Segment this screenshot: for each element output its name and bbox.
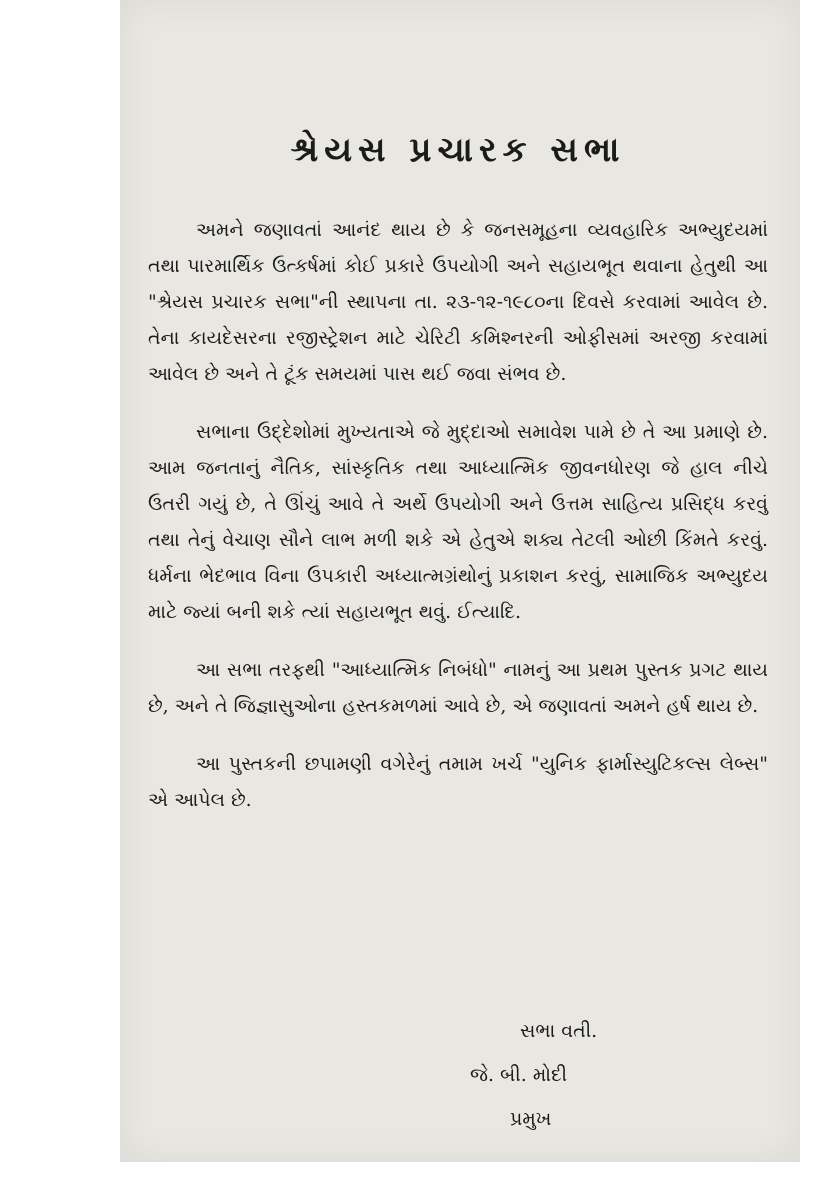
paragraph-sponsor: આ પુસ્તકની છપામણી વગેરેનું તમામ ખર્ચ "યુનિક ફાર્માસ્યુટિકલ્સ લેબ્સ" એ આપેલ છે. (148, 753, 768, 811)
paragraph-publication: આ સભા તરફથી "આધ્યાત્મિક નિબંધો" નામનું આ પ્રથમ પુસ્તક પ્રગટ થાય છે, અને તે જિજ્ઞાસુઓના હસ્તકમળમાં આવે છે, એ જણાવતાં અમને હર્ષ થાય છે. (148, 659, 768, 717)
signature-block (470, 1020, 670, 1140)
document-body (148, 128, 768, 840)
paragraph-intro: અમને જણાવતાં આનંદ થાય છે કે જનસમૂહના વ્યવહારિક અભ્યુદયમાં તથા પારમાર્થિક ઉત્કર્ષમાં કોઈ પ્રકારે ઉપયોગી અને સહાયભૂત થવાના હેતુથી આ "શ્રેયસ પ્રચારક સભા"ની સ્થાપના તા. ૨૩-૧૨-૧૯૮૦ના દિવસે કરવામાં આવેલ છે. તેના કાયદેસરના રજીસ્ટ્રેશન માટે ચેરિટી કમિશ્નરની ઓફીસમાં અરજી કરવામાં આવેલ છે અને તે ટૂંક સમયમાં પાસ થઈ જવા સંભવ છે. (148, 219, 768, 385)
page-title: શ્રેયસ પ્રચારક સભા (290, 130, 626, 170)
paragraph-objectives: સભાના ઉદ્દેશોમાં મુખ્યતાએ જે મુદ્દાઓ સમાવેશ પામે છે તે આ પ્રમાણે છે. આમ જનતાનું નૈતિક, સાંસ્કૃતિક તથા આધ્યાત્મિક જીવનધોરણ જે હાલ નીચે ઉતરી ગયું છે, તે ઊંચું આવે તે અર્થે ઉપયોગી અને ઉત્તમ સાહિત્ય પ્રસિદ્ધ કરવું તથા તેનું વેચાણ સૌને લાભ મળી શકે એ હેતુએ શક્ય તેટલી ઓછી કિંમતે કરવું. ધર્મના ભેદભાવ વિના ઉપકારી અધ્યાત્મગ્રંથોનું પ્રકાશન કરવું, સામાજિક અભ્યુદય માટે જ્યાં બની શકે ત્યાં સહાયભૂત થવું. ઈત્યાદિ. (148, 421, 768, 623)
signature-designation: પ્રમુખ (510, 1108, 552, 1130)
signature-name: જે. બી. મોદી (470, 1064, 568, 1086)
signature-on-behalf: સભા વતી. (520, 1020, 598, 1042)
